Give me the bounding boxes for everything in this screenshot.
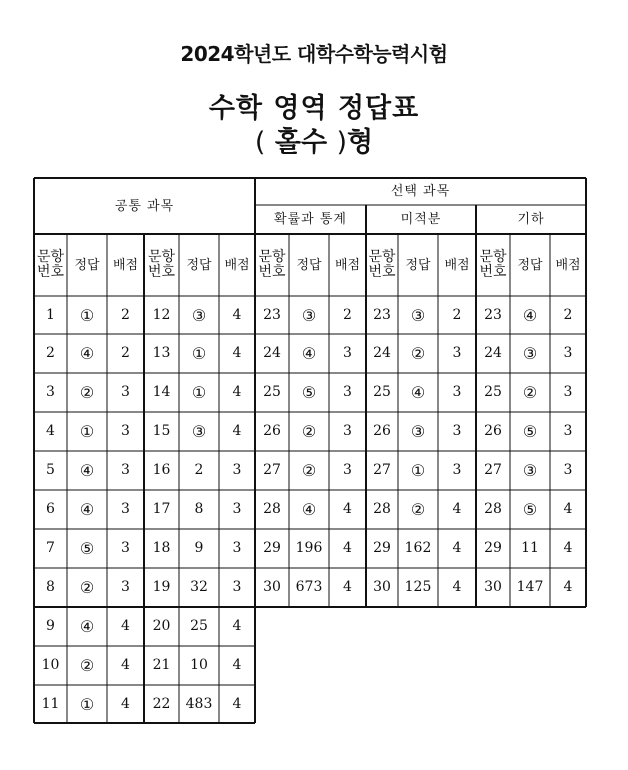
type-paren-close: ) bbox=[336, 127, 347, 158]
common-q12-number: 12 bbox=[152, 306, 171, 323]
calculus-q24-number: 24 bbox=[373, 345, 391, 361]
common-q21-number: 21 bbox=[152, 657, 171, 673]
common-q6-number: 6 bbox=[46, 501, 55, 517]
stats-q25-answer: ⑤ bbox=[301, 383, 317, 402]
stats-q30-score: 4 bbox=[343, 579, 352, 595]
common-q22-number: 22 bbox=[152, 695, 171, 712]
stats-q27-number: 27 bbox=[263, 462, 281, 478]
geometry-q29-number: 29 bbox=[484, 540, 502, 556]
calculus-q30-score: 4 bbox=[452, 579, 462, 595]
stats-q23-answer: ③ bbox=[301, 305, 317, 325]
common-q11-score: 4 bbox=[121, 695, 130, 712]
col-header-answer: 정답 bbox=[186, 257, 212, 273]
stats-q30-number: 30 bbox=[263, 579, 281, 595]
calculus-q29-score: 4 bbox=[452, 540, 462, 556]
common-q11-number: 11 bbox=[41, 695, 60, 712]
common-q20-answer: 25 bbox=[190, 618, 208, 634]
common-q6-score: 3 bbox=[121, 501, 130, 517]
calculus-header: 미적분 bbox=[400, 212, 442, 227]
common-q7-score: 3 bbox=[121, 540, 130, 556]
common-q20-number: 20 bbox=[152, 618, 171, 634]
common-q18-answer: 9 bbox=[194, 540, 204, 556]
common-q5-answer: ④ bbox=[79, 461, 95, 480]
geometry-q24-answer: ③ bbox=[522, 344, 538, 363]
probability-statistics-header: 확률과 통계 bbox=[274, 212, 347, 227]
common-q19-score: 3 bbox=[232, 579, 242, 595]
answer-key-title: 수학 영역 정답표 bbox=[208, 93, 420, 124]
common-q9-score: 4 bbox=[121, 618, 130, 634]
common-q3-answer: ② bbox=[79, 383, 95, 402]
stats-q28-answer: ④ bbox=[301, 500, 317, 519]
common-q1-answer: ① bbox=[79, 305, 95, 325]
common-subject-header: 공통 과목 bbox=[114, 198, 175, 214]
common-q1-number: 1 bbox=[46, 306, 55, 323]
common-q5-number: 5 bbox=[46, 462, 55, 478]
calculus-q25-score: 3 bbox=[452, 384, 462, 400]
stats-q28-number: 28 bbox=[263, 501, 281, 517]
common-q16-number: 16 bbox=[152, 462, 171, 478]
stats-q23-score: 2 bbox=[343, 306, 352, 323]
common-q1-score: 2 bbox=[121, 306, 130, 323]
common-q14-number: 14 bbox=[152, 384, 171, 400]
geometry-q27-score: 3 bbox=[563, 462, 573, 478]
calculus-q24-answer: ② bbox=[410, 344, 426, 363]
common-q21-answer: 10 bbox=[190, 657, 208, 673]
calculus-q24-score: 3 bbox=[452, 345, 462, 361]
col-header-number: 문항 번호 bbox=[479, 249, 507, 280]
geometry-q24-score: 3 bbox=[563, 345, 573, 361]
common-q8-number: 8 bbox=[46, 579, 55, 595]
col-header-answer: 정답 bbox=[74, 257, 100, 273]
stats-q29-score: 4 bbox=[343, 540, 352, 556]
stats-q29-answer: 196 bbox=[295, 540, 323, 556]
common-q4-score: 3 bbox=[121, 423, 130, 439]
common-q19-answer: 32 bbox=[190, 579, 208, 595]
common-q16-answer: 2 bbox=[194, 462, 204, 478]
calculus-q27-number: 27 bbox=[373, 462, 391, 478]
common-q11-answer: ① bbox=[79, 694, 95, 714]
type-name: 홀수 bbox=[274, 127, 328, 158]
geometry-q29-answer: 11 bbox=[521, 540, 539, 556]
col-header-score: 배점 bbox=[224, 257, 250, 273]
stats-q26-score: 3 bbox=[343, 423, 352, 439]
col-header-answer: 정답 bbox=[405, 257, 431, 273]
col-header-score: 배점 bbox=[444, 257, 470, 273]
common-q10-score: 4 bbox=[121, 657, 130, 673]
elective-subject-header: 선택 과목 bbox=[390, 184, 451, 199]
col-header-number: 문항 번호 bbox=[258, 249, 286, 280]
geometry-q28-number: 28 bbox=[484, 501, 502, 517]
geometry-q25-number: 25 bbox=[484, 384, 502, 400]
col-header-score: 배점 bbox=[555, 257, 581, 273]
common-q12-score: 4 bbox=[232, 306, 242, 323]
col-header-number: 문항 번호 bbox=[368, 249, 396, 280]
common-q16-score: 3 bbox=[232, 462, 242, 478]
stats-q29-number: 29 bbox=[263, 540, 281, 556]
geometry-q26-answer: ⑤ bbox=[522, 422, 538, 441]
calculus-q23-number: 23 bbox=[373, 306, 391, 323]
type-suffix: 형 bbox=[346, 127, 374, 158]
common-q9-answer: ④ bbox=[79, 617, 95, 636]
geometry-q23-answer: ④ bbox=[522, 305, 538, 325]
geometry-header: 기하 bbox=[517, 212, 545, 227]
common-q18-score: 3 bbox=[232, 540, 242, 556]
col-header-answer: 정답 bbox=[296, 257, 322, 273]
calculus-q25-number: 25 bbox=[373, 384, 391, 400]
geometry-q29-score: 4 bbox=[563, 540, 573, 556]
common-q13-score: 4 bbox=[232, 345, 242, 361]
common-q20-score: 4 bbox=[232, 618, 242, 634]
geometry-q26-number: 26 bbox=[484, 423, 502, 439]
common-q10-answer: ② bbox=[79, 656, 95, 675]
geometry-q25-answer: ② bbox=[522, 383, 538, 402]
stats-q27-score: 3 bbox=[343, 462, 352, 478]
calculus-q30-answer: 125 bbox=[404, 579, 432, 595]
calculus-q23-answer: ③ bbox=[410, 305, 426, 325]
calculus-q28-score: 4 bbox=[452, 501, 462, 517]
geometry-q28-answer: ⑤ bbox=[522, 500, 538, 519]
common-q19-number: 19 bbox=[152, 579, 171, 595]
geometry-q23-score: 2 bbox=[563, 306, 573, 323]
geometry-q30-score: 4 bbox=[563, 579, 573, 595]
common-q13-number: 13 bbox=[152, 345, 171, 361]
stats-q26-number: 26 bbox=[263, 423, 281, 439]
stats-q24-number: 24 bbox=[263, 345, 281, 361]
geometry-q27-number: 27 bbox=[484, 462, 502, 478]
common-q14-answer: ① bbox=[191, 383, 207, 402]
geometry-q23-number: 23 bbox=[484, 306, 502, 323]
stats-q24-answer: ④ bbox=[301, 344, 317, 363]
common-q15-number: 15 bbox=[152, 423, 171, 439]
common-q14-score: 4 bbox=[232, 384, 242, 400]
common-q17-score: 3 bbox=[232, 501, 242, 517]
stats-q30-answer: 673 bbox=[295, 579, 323, 595]
stats-q23-number: 23 bbox=[263, 306, 281, 323]
common-q22-score: 4 bbox=[232, 695, 242, 712]
stats-q26-answer: ② bbox=[301, 422, 317, 441]
common-q9-number: 9 bbox=[46, 618, 55, 634]
col-header-score: 배점 bbox=[334, 257, 361, 273]
type-paren-open: ( bbox=[254, 127, 266, 158]
common-q21-score: 4 bbox=[232, 657, 242, 673]
calculus-q27-answer: ① bbox=[410, 461, 426, 480]
common-q12-answer: ③ bbox=[191, 305, 207, 325]
common-q8-answer: ② bbox=[79, 578, 95, 597]
common-q22-answer: 483 bbox=[185, 695, 213, 712]
calculus-q29-answer: 162 bbox=[404, 540, 432, 556]
common-q10-number: 10 bbox=[41, 657, 60, 673]
common-q17-answer: 8 bbox=[194, 501, 204, 517]
common-q2-number: 2 bbox=[46, 345, 55, 361]
common-q7-number: 7 bbox=[46, 540, 55, 556]
stats-q25-score: 3 bbox=[343, 384, 352, 400]
geometry-q30-answer: 147 bbox=[516, 579, 544, 595]
calculus-q26-number: 26 bbox=[373, 423, 391, 439]
common-q2-answer: ④ bbox=[79, 344, 95, 363]
calculus-q26-answer: ③ bbox=[410, 422, 426, 441]
geometry-q25-score: 3 bbox=[563, 384, 573, 400]
geometry-q28-score: 4 bbox=[563, 501, 573, 517]
calculus-q25-answer: ④ bbox=[410, 383, 426, 402]
exam-title: 2024학년도 대학수학능력시험 bbox=[180, 42, 448, 66]
calculus-q30-number: 30 bbox=[373, 579, 391, 595]
stats-q27-answer: ② bbox=[301, 461, 317, 480]
common-q3-number: 3 bbox=[46, 384, 55, 400]
col-header-answer: 정답 bbox=[517, 257, 543, 273]
geometry-q27-answer: ③ bbox=[522, 461, 538, 480]
stats-q25-number: 25 bbox=[263, 384, 281, 400]
common-q13-answer: ① bbox=[191, 344, 207, 363]
geometry-q26-score: 3 bbox=[563, 423, 573, 439]
common-q6-answer: ④ bbox=[79, 500, 95, 519]
stats-q28-score: 4 bbox=[343, 501, 352, 517]
common-q8-score: 3 bbox=[121, 579, 130, 595]
stats-q24-score: 3 bbox=[343, 345, 352, 361]
calculus-q28-answer: ② bbox=[410, 500, 426, 519]
calculus-q26-score: 3 bbox=[452, 423, 462, 439]
common-q7-answer: ⑤ bbox=[79, 539, 95, 558]
common-q17-number: 17 bbox=[152, 501, 171, 517]
geometry-q24-number: 24 bbox=[484, 345, 502, 361]
common-q5-score: 3 bbox=[121, 462, 130, 478]
calculus-q28-number: 28 bbox=[373, 501, 391, 517]
common-q15-answer: ③ bbox=[191, 422, 207, 441]
common-q3-score: 3 bbox=[121, 384, 130, 400]
common-q4-number: 4 bbox=[46, 423, 55, 439]
calculus-q23-score: 2 bbox=[452, 306, 462, 323]
calculus-q29-number: 29 bbox=[373, 540, 391, 556]
geometry-q30-number: 30 bbox=[484, 579, 502, 595]
common-q2-score: 2 bbox=[121, 345, 130, 361]
common-q4-answer: ① bbox=[79, 422, 95, 441]
common-q18-number: 18 bbox=[152, 540, 171, 556]
col-header-number: 문항 번호 bbox=[147, 249, 176, 280]
col-header-score: 배점 bbox=[112, 257, 139, 273]
calculus-q27-score: 3 bbox=[452, 462, 462, 478]
col-header-number: 문항 번호 bbox=[36, 249, 65, 280]
common-q15-score: 4 bbox=[232, 423, 242, 439]
